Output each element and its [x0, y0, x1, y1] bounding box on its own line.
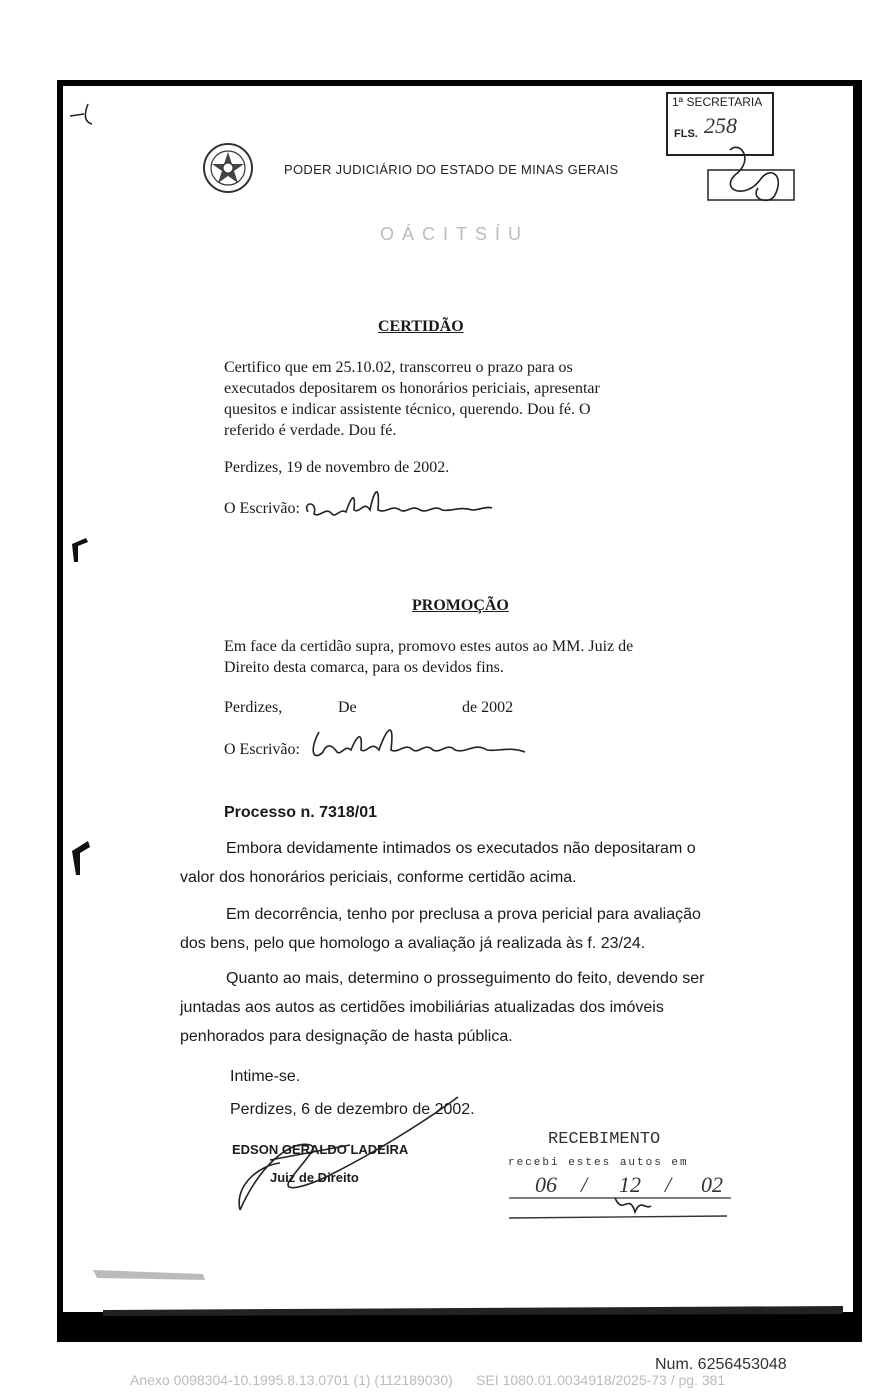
certidao-line: executados depositarem os honorários periciais, apresentar	[224, 380, 600, 397]
recebimento-day: 06	[535, 1172, 557, 1197]
certidao-date: Perdizes, 19 de novembro de 2002.	[224, 459, 450, 476]
stamp-page-number: 258	[704, 113, 737, 138]
decision-paragraph-1	[180, 834, 760, 892]
promocao-title: PROMOÇÃO	[412, 597, 509, 614]
promocao-date-de: De	[338, 699, 357, 716]
stamp-secretaria-label: 1ª SECRETARIA	[672, 95, 763, 109]
recebimento-underline	[505, 1196, 735, 1226]
promocao-line: Direito desta comarca, para os devidos fins.	[224, 659, 504, 676]
decision-paragraph-3	[180, 964, 760, 1051]
promocao-signer-label: O Escrivão:	[224, 741, 300, 758]
decision-line: juntadas aos autos as certidões imobiliárias atualizadas dos imóveis	[180, 999, 664, 1016]
coat-of-arms-seal	[200, 142, 256, 194]
decision-line: valor dos honorários periciais, conforme certidão acima.	[180, 869, 577, 886]
promocao-date-year: de 2002	[462, 699, 514, 716]
margin-mark	[66, 100, 136, 140]
certidao-line: quesitos e indicar assistente técnico, querendo. Dou fé. O	[224, 401, 591, 418]
document-number: Num. 6256453048	[655, 1356, 787, 1373]
recebimento-title: RECEBIMENTO	[548, 1130, 661, 1149]
margin-mark	[66, 530, 106, 570]
decision-line: Embora devidamente intimados os executados não depositaram o	[226, 840, 696, 857]
promocao-date-city: Perdizes,	[224, 699, 283, 716]
escrivao-signature	[305, 712, 535, 767]
scan-artifact	[63, 1260, 853, 1320]
certidao-line: Certifico que em 25.10.02, transcorreu o prazo para os	[224, 359, 573, 376]
decision-date: Perdizes, 6 de dezembro de 2002.	[230, 1101, 475, 1118]
recebimento-text: recebi estes autos em	[508, 1157, 689, 1169]
margin-mark	[66, 835, 96, 880]
intime-se: Intime-se.	[230, 1068, 301, 1085]
decision-line: Quanto ao mais, determino o prosseguimento do feito, devendo ser	[226, 970, 705, 987]
faint-stamp-text: OÁCITSÍU	[380, 224, 530, 244]
decision-paragraph-2	[180, 900, 760, 958]
escrivao-signature	[300, 480, 500, 530]
initials-scribble	[700, 140, 800, 215]
certidao-body	[224, 357, 644, 441]
recebimento-year: 02	[701, 1172, 723, 1197]
decision-line: penhorados para designação de hasta pública.	[180, 1028, 513, 1045]
decision-line: Em decorrência, tenho por preclusa a prova pericial para avaliação	[226, 906, 701, 923]
judge-signature	[230, 1085, 500, 1225]
document-reference: Anexo 0098304-10.1995.8.13.0701 (1) (112189030) SEI 1080.01.0034918/2025-73 / pg. 381	[130, 1372, 726, 1388]
recebimento-month: 12	[619, 1172, 641, 1197]
promocao-line: Em face da certidão supra, promovo estes autos ao MM. Juiz de	[224, 638, 634, 655]
institution-header: PODER JUDICIÁRIO DO ESTADO DE MINAS GERAIS	[284, 162, 619, 177]
certidao-signer-label: O Escrivão:	[224, 500, 300, 517]
stamp-fls-label: FLS.	[674, 128, 698, 140]
judge-title: Juiz de Direito	[270, 1170, 359, 1185]
certidao-title: CERTIDÃO	[378, 318, 464, 335]
certidao-line: referido é verdade. Dou fé.	[224, 422, 397, 439]
judge-name: EDSON GERALDO LADEIRA	[232, 1142, 409, 1157]
promocao-body	[224, 636, 664, 678]
process-number: Processo n. 7318/01	[224, 804, 377, 821]
decision-line: dos bens, pelo que homologo a avaliação já realizada às f. 23/24.	[180, 935, 646, 952]
